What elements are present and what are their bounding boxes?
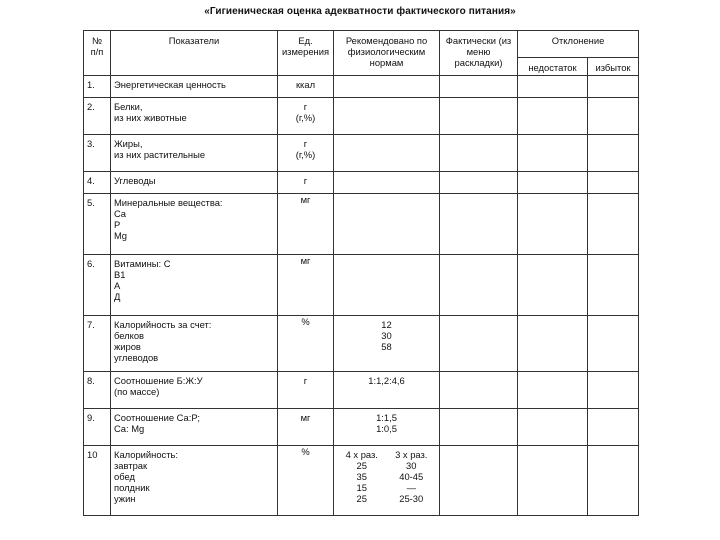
row-unit [278, 172, 334, 194]
row-number: 2. [84, 98, 111, 135]
row-deficit [518, 194, 588, 255]
recommended-left-column [346, 449, 378, 504]
cell-line: Белки, [114, 101, 143, 112]
cell-line: Соотношение Са:Р; [114, 412, 200, 423]
cell-line: Ca [114, 208, 126, 219]
cell-line: 58 [381, 341, 392, 352]
cell-line: 1:1,2:4,6 [368, 375, 405, 386]
cell-line: Углеводы [114, 175, 156, 186]
header-unit: Ед. измерения [278, 31, 334, 76]
row-unit [278, 446, 334, 516]
row-deficit [518, 372, 588, 409]
header-indicator: Показатели [111, 31, 278, 76]
row-actual [440, 76, 518, 98]
row-unit [278, 76, 334, 98]
cell-line: 35 [356, 471, 367, 482]
row-excess [588, 76, 639, 98]
cell-line: полдник [114, 482, 150, 493]
cell-line: 15 [356, 482, 367, 493]
row-number: 10 [84, 446, 111, 516]
row-recommended [334, 172, 440, 194]
row-number: 9. [84, 409, 111, 446]
cell-line: ужин [114, 493, 136, 504]
row-excess [588, 446, 639, 516]
row-indicator [111, 194, 278, 255]
table-row [84, 255, 639, 316]
cell-line: В1 [114, 269, 126, 280]
row-number: 6. [84, 255, 111, 316]
cell-line: 3 х раз. [395, 449, 428, 460]
row-actual [440, 135, 518, 172]
table-row [84, 135, 639, 172]
table-row [84, 446, 639, 516]
row-deficit [518, 446, 588, 516]
row-excess [588, 316, 639, 372]
table-row [84, 372, 639, 409]
row-unit [278, 409, 334, 446]
cell-line: 30 [381, 330, 392, 341]
header-num: № п/п [84, 31, 111, 76]
row-actual [440, 255, 518, 316]
row-recommended [334, 98, 440, 135]
table-row [84, 194, 639, 255]
row-indicator [111, 446, 278, 516]
row-deficit [518, 409, 588, 446]
row-excess [588, 172, 639, 194]
row-deficit [518, 98, 588, 135]
table-row [84, 409, 639, 446]
cell-line: Соотношение Б:Ж:У [114, 375, 203, 386]
row-actual [440, 172, 518, 194]
row-unit [278, 135, 334, 172]
recommended-right-column [395, 449, 427, 504]
row-indicator [111, 135, 278, 172]
cell-line: мг [300, 255, 311, 266]
cell-line: жиров [114, 341, 141, 352]
row-recommended [334, 255, 440, 316]
cell-line: P [114, 219, 121, 230]
header-actual: Фактически (из меню раскладки) [440, 31, 518, 76]
row-unit [278, 372, 334, 409]
row-excess [588, 409, 639, 446]
cell-line: % [301, 446, 310, 457]
row-indicator [111, 98, 278, 135]
row-number: 3. [84, 135, 111, 172]
row-indicator [111, 372, 278, 409]
cell-line: 25 [356, 493, 367, 504]
cell-line: г [303, 101, 308, 112]
header-deficit: недостаток [518, 58, 588, 76]
row-actual [440, 446, 518, 516]
nutrition-assessment-table [83, 30, 639, 516]
cell-line: (по массе) [114, 386, 160, 397]
cell-line: 1:1,5 [376, 412, 397, 423]
cell-line: 12 [381, 319, 392, 330]
row-excess [588, 372, 639, 409]
row-number: 7. [84, 316, 111, 372]
header-excess: избыток [588, 58, 639, 76]
cell-line: углеводов [114, 352, 159, 363]
cell-line: Калорийность за счет: [114, 319, 212, 330]
row-unit [278, 255, 334, 316]
row-recommended [334, 135, 440, 172]
row-indicator [111, 409, 278, 446]
cell-line: г [303, 375, 308, 386]
row-deficit [518, 135, 588, 172]
row-indicator [111, 76, 278, 98]
cell-line: Жиры, [114, 138, 143, 149]
row-actual [440, 372, 518, 409]
cell-line: Ca: Mg [114, 423, 145, 434]
cell-line: Энергетическая ценность [114, 79, 226, 90]
row-deficit [518, 255, 588, 316]
cell-line: мг [300, 412, 311, 423]
cell-line: Калорийность: [114, 449, 179, 460]
row-unit [278, 316, 334, 372]
cell-line: г [303, 175, 308, 186]
cell-line: 25-30 [399, 493, 424, 504]
cell-line: 25 [356, 460, 367, 471]
row-indicator [111, 316, 278, 372]
row-actual [440, 316, 518, 372]
header-deviation: Отклонение [518, 31, 639, 58]
row-actual [440, 409, 518, 446]
cell-line: 1:0,5 [376, 423, 397, 434]
cell-line: белков [114, 330, 145, 341]
row-indicator [111, 172, 278, 194]
row-recommended [334, 316, 440, 372]
cell-line: 40-45 [399, 471, 424, 482]
row-indicator [111, 255, 278, 316]
cell-line: обед [114, 471, 135, 482]
row-excess [588, 135, 639, 172]
row-number: 1. [84, 76, 111, 98]
row-deficit [518, 172, 588, 194]
table-body [84, 76, 639, 516]
cell-line: мг [300, 194, 311, 205]
cell-line: Д [114, 291, 121, 302]
row-recommended [334, 372, 440, 409]
cell-line: г [303, 138, 308, 149]
document-title: «Гигиеническая оценка адекватности фактического питания» [204, 6, 516, 17]
row-deficit [518, 316, 588, 372]
cell-line: Витамины: С [114, 258, 171, 269]
row-number: 4. [84, 172, 111, 194]
cell-line: (г,%) [295, 112, 316, 123]
row-recommended [334, 446, 440, 516]
row-excess [588, 98, 639, 135]
row-actual [440, 194, 518, 255]
cell-line: А [114, 280, 121, 291]
row-recommended [334, 409, 440, 446]
cell-line: % [301, 316, 310, 327]
cell-line: 30 [406, 460, 417, 471]
row-unit [278, 194, 334, 255]
row-number: 8. [84, 372, 111, 409]
row-actual [440, 98, 518, 135]
table-row [84, 98, 639, 135]
row-deficit [518, 76, 588, 98]
row-number: 5. [84, 194, 111, 255]
row-recommended [334, 76, 440, 98]
table-row [84, 172, 639, 194]
row-recommended [334, 194, 440, 255]
header-recommended: Рекомендовано по физиологическим нормам [334, 31, 440, 76]
cell-line: ккал [295, 79, 316, 90]
table-row [84, 316, 639, 372]
cell-line: Минеральные вещества: [114, 197, 223, 208]
cell-line: из них животные [114, 112, 187, 123]
row-excess [588, 194, 639, 255]
cell-line: 4 х раз. [345, 449, 378, 460]
row-excess [588, 255, 639, 316]
cell-line: (г,%) [295, 149, 316, 160]
cell-line: из них растительные [114, 149, 206, 160]
table-row [84, 76, 639, 98]
row-unit [278, 98, 334, 135]
cell-line: завтрак [114, 460, 148, 471]
cell-line: — [406, 482, 416, 493]
cell-line: Mg [114, 230, 128, 241]
